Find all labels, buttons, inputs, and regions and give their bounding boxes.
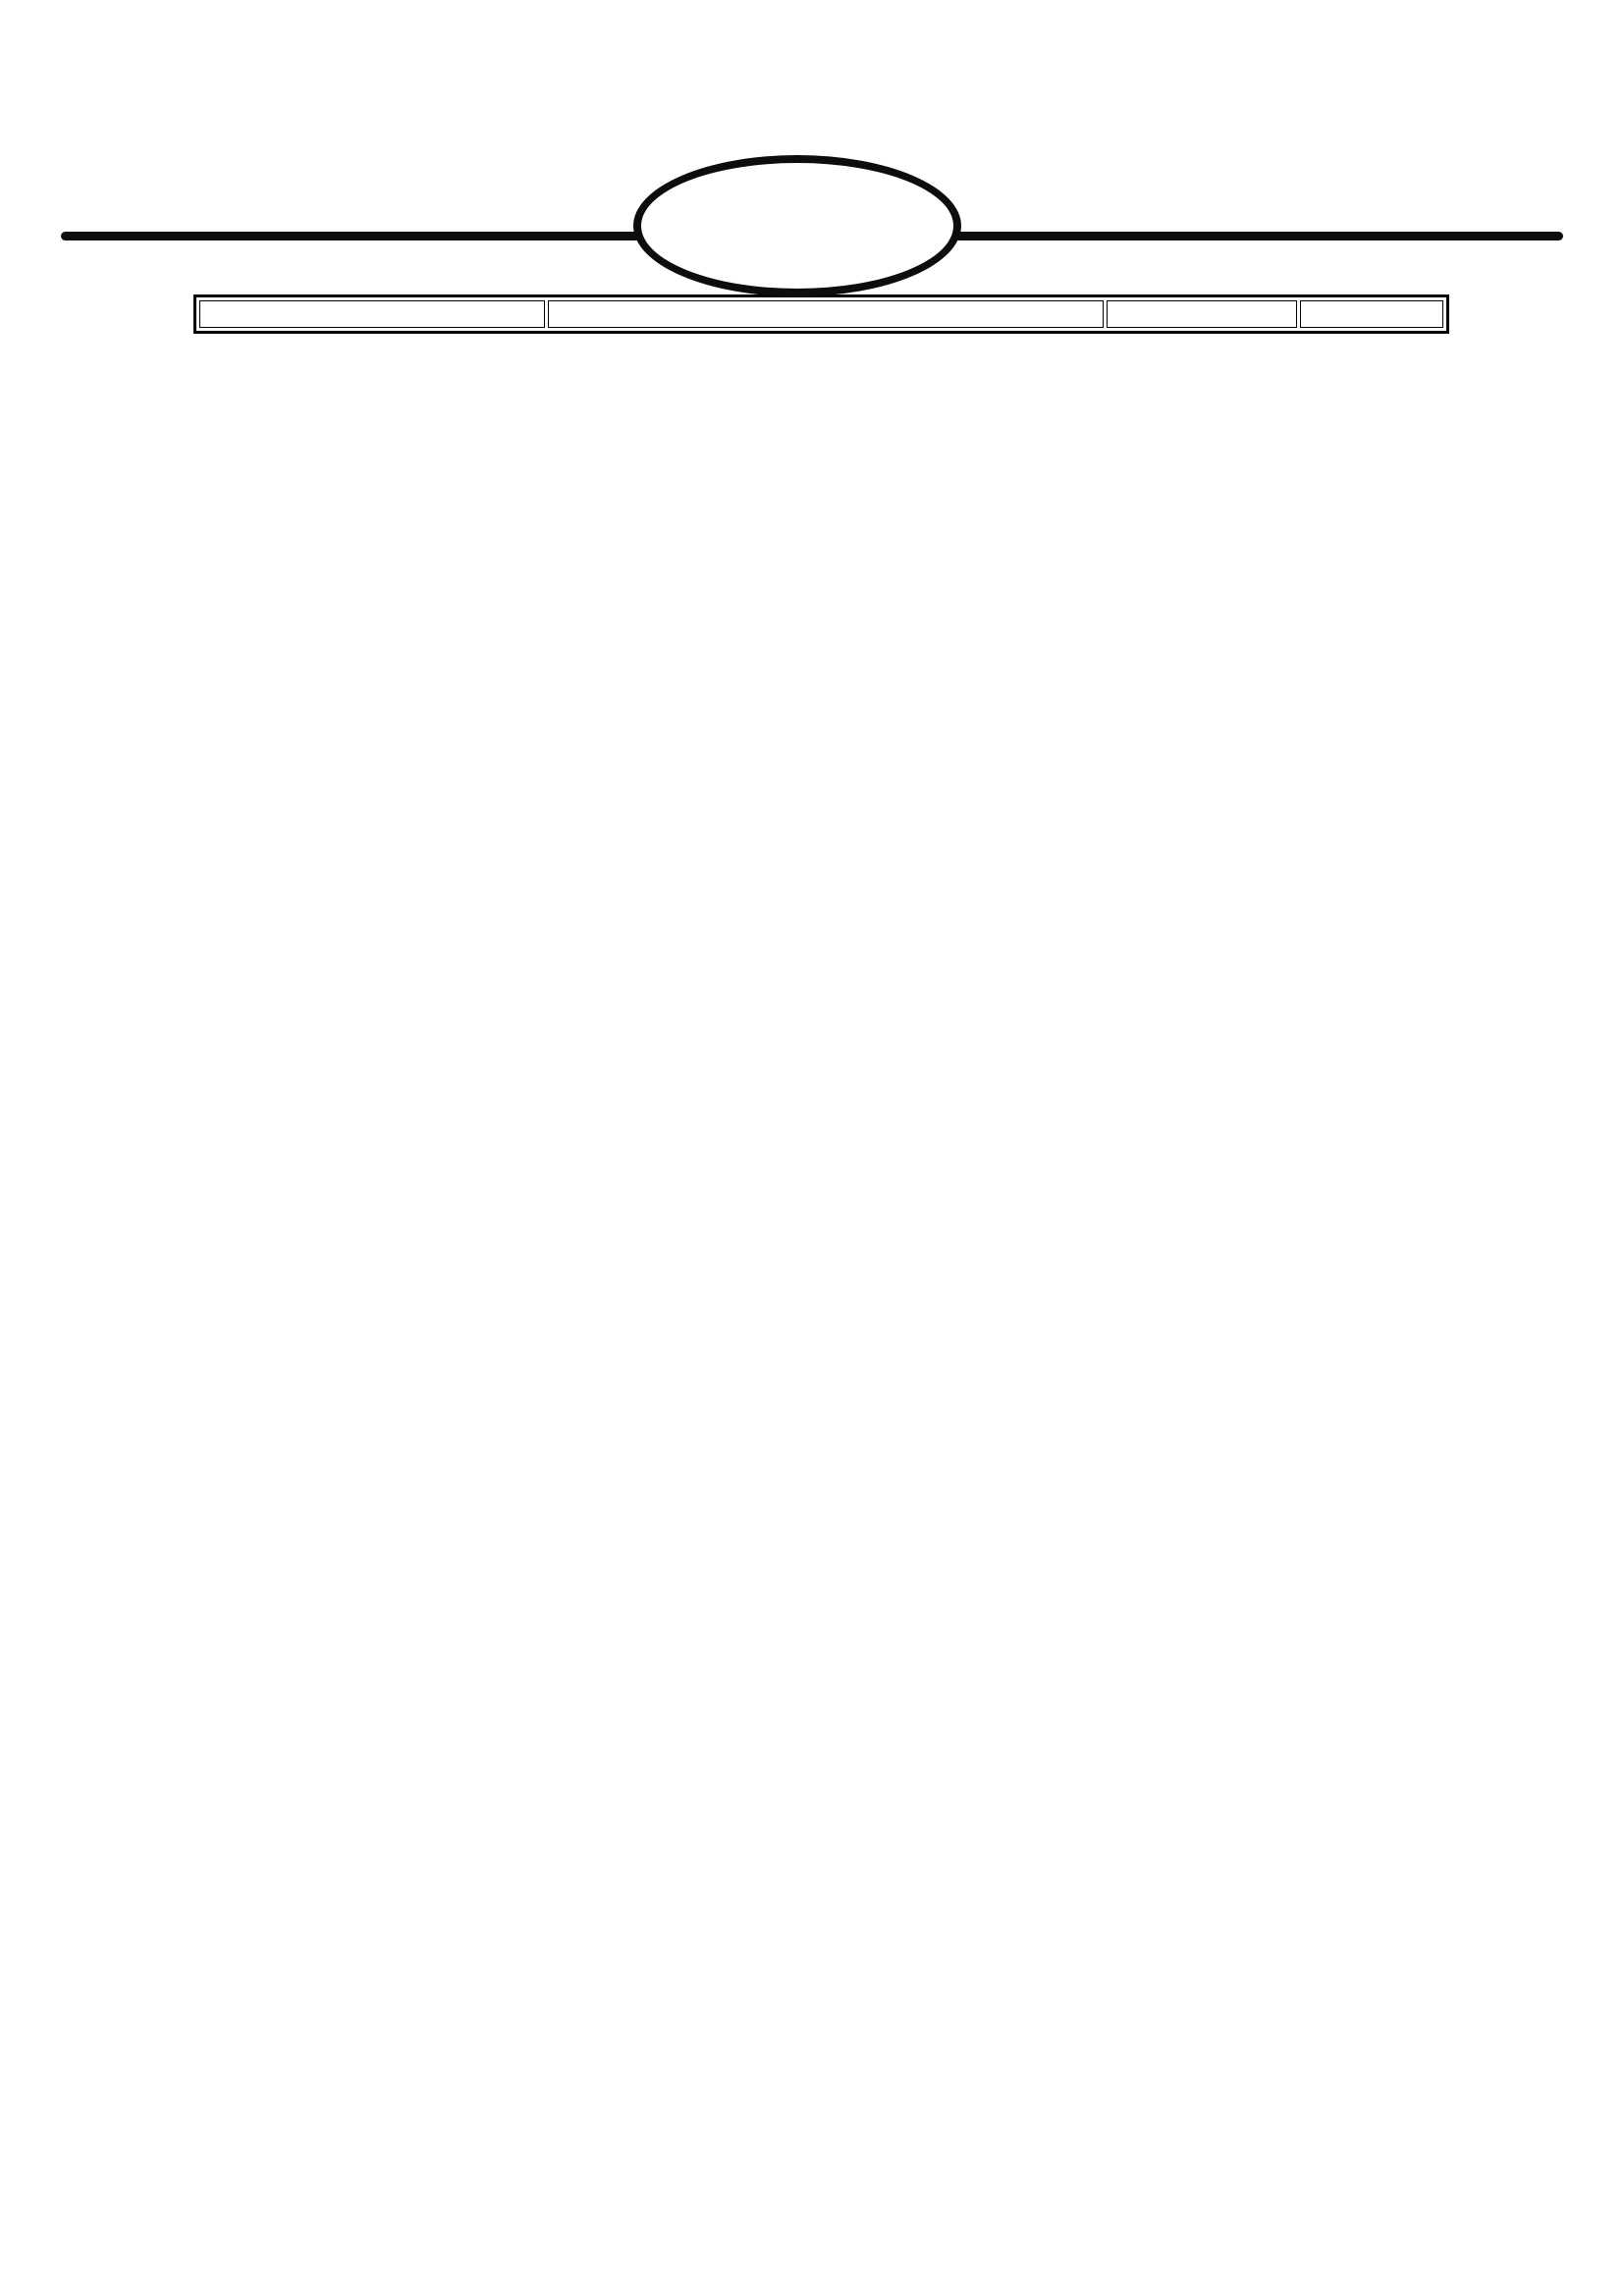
subscribers-table bbox=[193, 294, 1449, 334]
column-header-national-no bbox=[199, 300, 545, 328]
column-header-subscriber-name bbox=[548, 300, 1104, 328]
column-header-amount bbox=[1107, 300, 1297, 328]
gazette-banner-ellipse bbox=[633, 155, 961, 296]
subscribers-table-wrapper bbox=[193, 294, 1449, 334]
table-header-row bbox=[199, 300, 1443, 328]
column-header-subscription-no bbox=[1300, 300, 1443, 328]
